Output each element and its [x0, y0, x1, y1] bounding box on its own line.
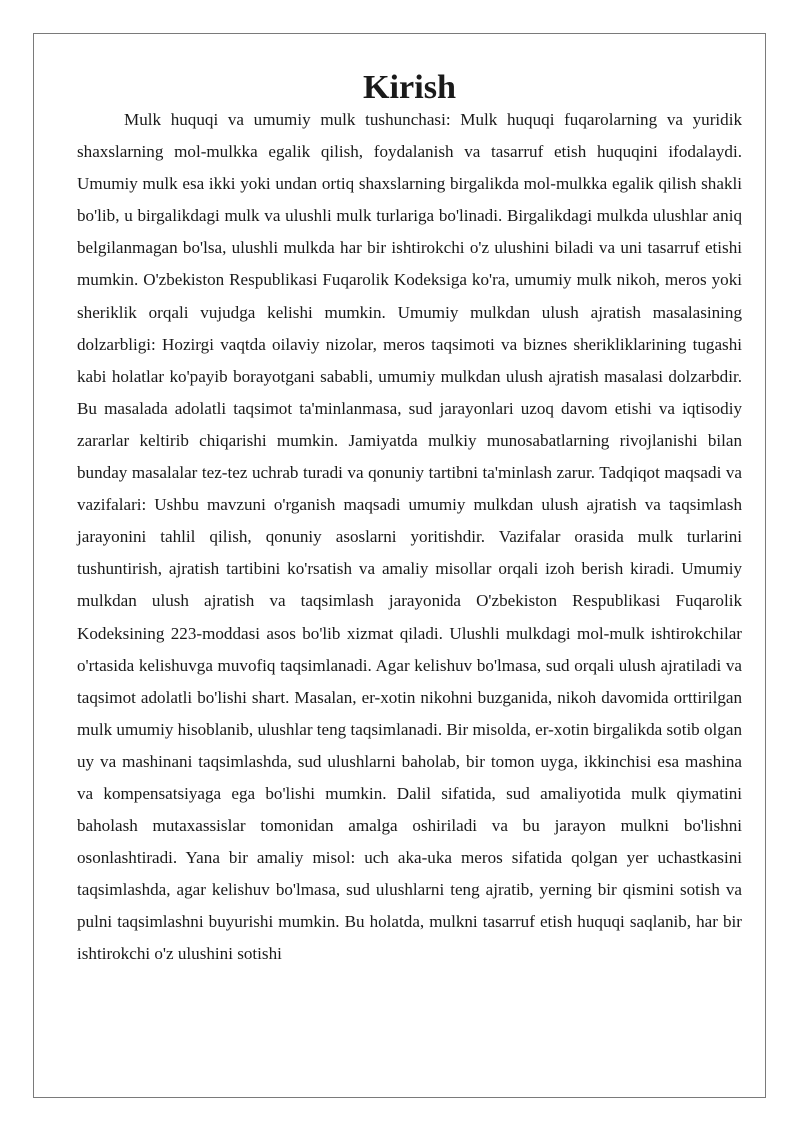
body-paragraph: Mulk huquqi va umumiy mulk tushunchasi: Mulk huquqi fuqarolarning va yuridik shaxslarning mol-mulkka egalik qilish, foydalanish va tasarruf etish huquqini ifodalaydi. Umumiy mulk esa ikki yoki undan ortiq shaxslarning birgalikda mol-mulkka egalik qilish shakli bo'lib, u birgalikdagi mulk va ulushli mulk turlariga bo'linadi. Birgalikdagi mulkda ulushlar aniq belgilanmagan bo'lsa, ulushli mulkda har bir ishtirokchi o'z ulushini biladi va uni tasarruf etishi mumkin. O'zbekiston Respublikasi Fuqarolik Kodeksiga ko'ra, umumiy mulk nikoh, meros yoki sheriklik orqali vujudga kelishi mumkin. Umumiy mulkdan ulush ajratish masalasining dolzarbligi: Hozirgi vaqtda oilaviy nizolar, meros taqsimoti va biznes sherikliklarining tugashi kabi holatlar ko'payib borayotgani sababli, umumiy mulkdan ulush ajratish masalasi dolzarbdir. Bu masalada adolatli taqsimot ta'minlanmasa, sud jarayonlari uzoq davom etishi va iqtisodiy zararlar keltirib chiqarishi mumkin. Jamiyatda mulkiy munosabatlarning rivojlanishi bilan bunday masalalar tez-tez uchrab turadi va qonuniy tartibni ta'minlash zarur. Tadqiqot maqsadi va vazifalari: Ushbu mavzuni o'rganish maqsadi umumiy mulkdan ulush ajratish va taqsimlash jarayonini tahlil qilish, qonuniy asoslarni yoritishdir. Vazifalar orasida mulk turlarini tushuntirish, ajratish tartibini ko'rsatish va amaliy misollar orqali izoh berish kiradi. Umumiy mulkdan ulush ajratish va taqsimlash jarayonida O'zbekiston Respublikasi Fuqarolik Kodeksining 223-moddasi asos bo'lib xizmat qiladi. Ulushli mulkdagi mol-mulk ishtirokchilar o'rtasida kelishuvga muvofiq taqsimlanadi. Agar kelishuv bo'lmasa, sud orqali ulush ajratiladi va taqsimot adolatli bo'lishi shart. Masalan, er-xotin nikohni buzganida, nikoh davomida orttirilgan mulk umumiy hisoblanib, ulushlar teng taqsimlanadi. Bir misolda, er-xotin birgalikda sotib olgan uy va mashinani taqsimlashda, sud ulushlarni baholab, bir tomon uyga, ikkinchisi esa mashina va kompensatsiyaga ega bo'lishi mumkin. Dalil sifatida, sud amaliyotida mulk qiymatini baholash mutaxassislar tomonidan amalga oshiriladi va bu jarayon mulkni bo'lishni osonlashtiradi. Yana bir amaliy misol: uch aka-uka meros sifatida qolgan yer uchastkasini taqsimlashda, agar kelishuv bo'lmasa, sud ulushlarni teng ajratib, yerning bir qismini sotish va pulni taqsimlashni buyurishi mumkin. Bu holatda, mulkni tasarruf etish huquqi saqlanib, har bir ishtirokchi o'z ulushini sotishi: [77, 110, 742, 964]
page-content: [77, 69, 742, 971]
page-title: Kirish: [362, 69, 457, 106]
